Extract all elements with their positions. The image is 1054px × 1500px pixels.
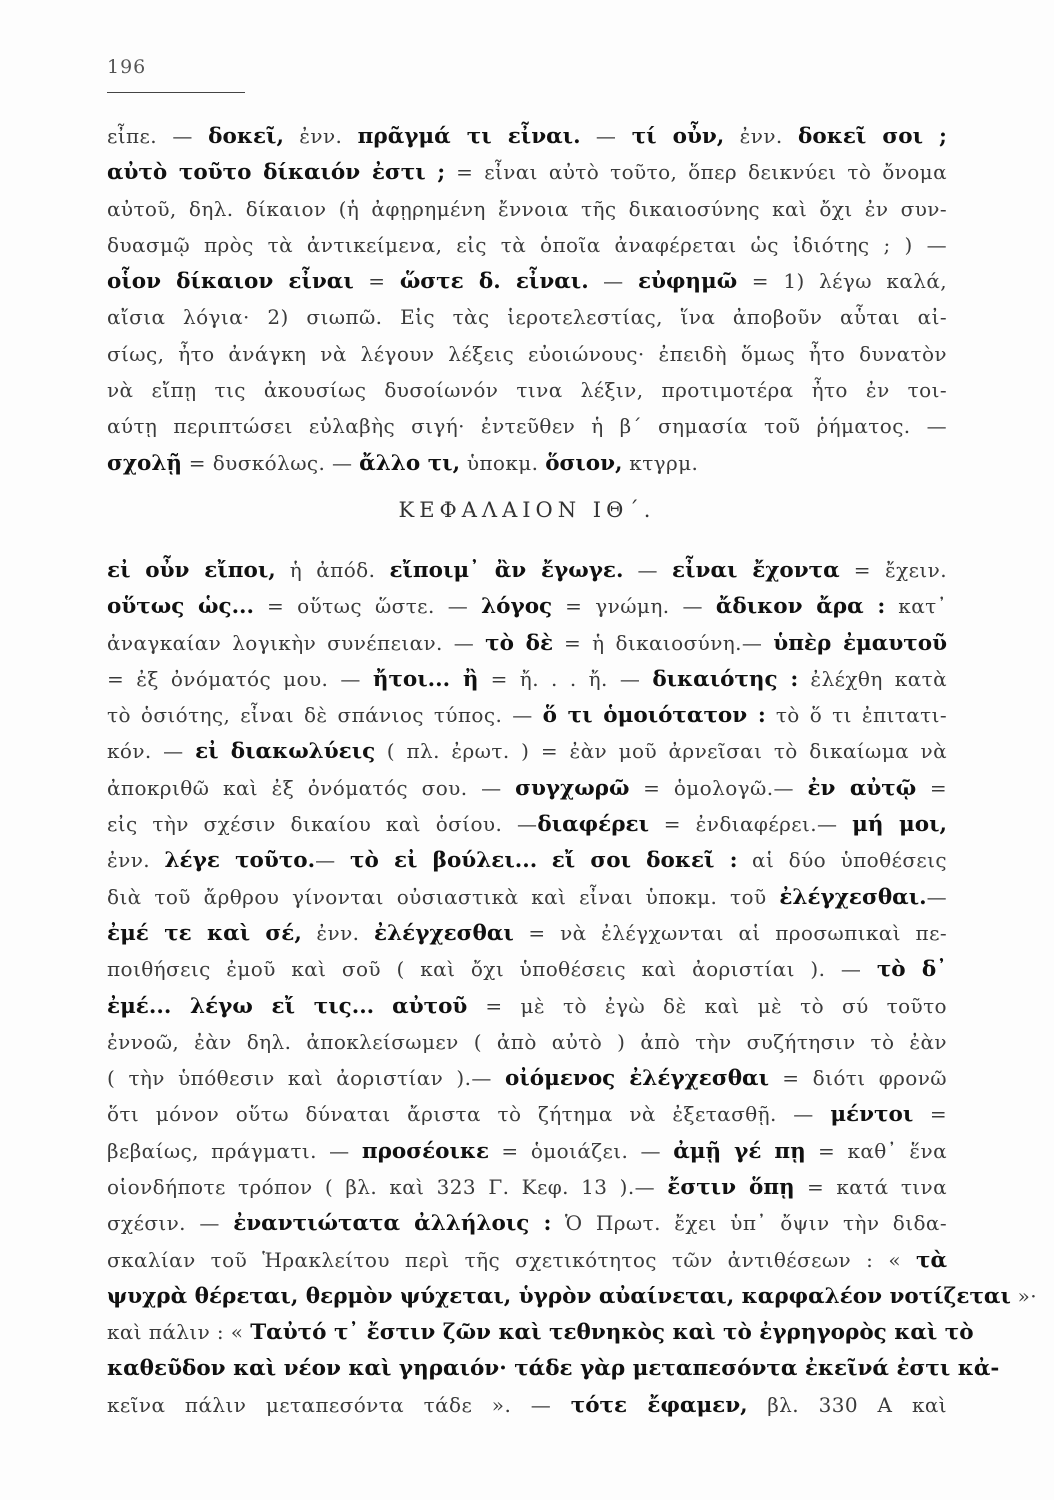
lemma-term: τὸ δ᾽	[876, 957, 947, 983]
gloss-text: σκαλίαν τοῦ Ἡρακλείτου περὶ τῆς σχετικότητος τῶν ἀντιθέσεων : «	[107, 1247, 916, 1272]
lemma-term: εἰ διακωλύεις	[195, 739, 376, 765]
page-number: 196	[107, 56, 147, 78]
gloss-text: ἐνν.	[724, 124, 799, 148]
text-line	[107, 842, 947, 878]
text-line	[107, 1205, 947, 1241]
lemma-term: μή μοι,	[852, 812, 947, 838]
lemma-term: συγχωρῶ	[515, 775, 630, 801]
text-line	[107, 1096, 947, 1132]
gloss-text: εἰς τὴν σχέσιν δικαίου καὶ ὁσίου. —	[107, 812, 538, 837]
text-line	[107, 445, 947, 481]
gloss-text: τὸ ὅ τι ἐπιτατι-	[765, 703, 947, 728]
gloss-text: = ἔχειν.	[839, 558, 947, 582]
lemma-term: μέντοι	[830, 1102, 914, 1128]
gloss-text: =	[353, 269, 400, 294]
text-line	[107, 1242, 947, 1278]
text-line	[107, 697, 947, 733]
text-line	[107, 879, 947, 915]
text-line	[107, 263, 947, 299]
gloss-text: ἐνν.	[107, 848, 165, 873]
gloss-text: = ἡ δικαιοσύνη.—	[553, 630, 774, 655]
lemma-term: ὥστε δ. εἶναι.	[399, 269, 589, 295]
lemma-term: οἷον δίκαιον εἶναι	[107, 269, 354, 295]
text-line	[107, 733, 947, 769]
gloss-text: = γνώμη. —	[552, 594, 716, 619]
lemma-term: ἐμέ... λέγω εἴ τις...	[107, 993, 375, 1019]
text-line	[107, 988, 947, 1024]
gloss-text: ( τὴν ὑπόθεσιν καὶ ἀοριστίαν ).—	[107, 1066, 506, 1091]
gloss-text: αἱ δύο ὑποθέσεις	[737, 848, 947, 873]
text-line	[107, 372, 947, 408]
gloss-text: ( πλ. ἐρωτ. ) = ἐὰν μοῦ ἀρνεῖσαι τὸ δικαίωμα νὰ	[375, 739, 947, 764]
gloss-text: εἶπε. —	[107, 124, 209, 148]
lemma-term: καθεῦδον καὶ νέον καὶ γηραιόν· τάδε γὰρ μεταπεσόντα ἐκεῖνά ἐστι κἀ-	[107, 1355, 1000, 1381]
gloss-text: —	[315, 848, 350, 873]
gloss-text: ὑποκμ.	[460, 450, 546, 475]
lemma-term: Ταὐτό τ᾽ ἔστιν ζῶν καὶ τεθνηκὸς καὶ τὸ ἐγρηγορὸς καὶ τὸ	[250, 1320, 974, 1346]
gloss-text: αύτῃ περιπτώσει εὐλαβὴς σιγή· ἐντεῦθεν ἡ β´ σημασία τοῦ ῥήματος. —	[107, 414, 947, 439]
text-line	[107, 915, 947, 951]
lemma-term: λέγε τοῦτο.	[164, 848, 316, 874]
text-line	[107, 1133, 947, 1169]
text-line	[107, 227, 947, 263]
gloss-text: =	[913, 1102, 948, 1127]
text-line	[107, 118, 947, 154]
lemma-term: τὸ εἰ βούλει...	[349, 848, 538, 874]
gloss-text: = μὲ τὸ ἐγὼ δὲ καὶ μὲ τὸ σύ τοῦτο	[467, 993, 947, 1018]
gloss-text: αὐτοῦ, δηλ. δίκαιον (ἡ ἀφῃρημένη ἔννοια τῆς δικαιοσύνης καὶ ὄχι ἐν συν-	[107, 196, 947, 221]
text-line	[107, 1060, 947, 1096]
gloss-text: = ὁμοιάζει. —	[489, 1138, 674, 1163]
gloss-text: βεβαίως, πράγματι. —	[107, 1138, 362, 1163]
gloss-text: ὅτι μόνον οὕτω δύναται ἄριστα τὸ ζήτημα νὰ ἐξετασθῇ. —	[107, 1102, 831, 1127]
gloss-text: νὰ εἴπῃ τις ἀκουσίως δυσοίωνόν τινα λέξιν, προτιμοτέρα ἦτο ἐν τοι-	[107, 378, 947, 403]
lemma-term: προσέοικε	[361, 1138, 490, 1164]
lemma-term: τὸ δὲ	[485, 630, 554, 656]
text-line	[107, 299, 947, 335]
lemma-term: οὕτως ὡς...	[107, 594, 255, 620]
lemma-term: ἐμέ τε καὶ σέ,	[107, 920, 302, 946]
text-line	[107, 1278, 1038, 1314]
text-line	[107, 661, 947, 697]
lemma-term: ἔστιν ὅπῃ	[667, 1175, 795, 1201]
gloss-text: ποιθήσεις ἐμοῦ καὶ σοῦ ( καὶ ὄχι ὑποθέσεις καὶ ἀοριστίαι ). —	[107, 957, 877, 982]
gloss-text: καὶ πάλιν : «	[107, 1320, 251, 1345]
gloss-text	[537, 848, 551, 872]
gloss-text: ἀναγκαίαν λογικὴν συνέπειαν. —	[107, 630, 486, 655]
gloss-text: ἐνν.	[301, 920, 375, 945]
gloss-text: κτγρμ.	[622, 450, 699, 475]
gloss-text: διὰ τοῦ ἄρθρου γίνονται οὐσιαστικὰ καὶ εἶναι ὑποκμ. τοῦ	[107, 884, 780, 909]
gloss-text: δυασμῷ πρὸς τὰ ἀντικείμενα, εἰς τὰ ὁποῖα ἀναφέρεται ὡς ἰδιότης ; ) —	[107, 232, 947, 257]
lemma-term: αὐτὸ τοῦτο δίκαιόν ἐστι ;	[107, 160, 446, 186]
lemma-term: πρᾶγμά τι εἶναι.	[357, 124, 581, 149]
gloss-text: κεῖνα πάλιν μεταπεσόντα τάδε	[107, 1392, 473, 1417]
gloss-text: —	[580, 124, 632, 148]
gloss-text	[374, 994, 392, 1018]
commentary-block-chapter-end	[107, 118, 947, 481]
gloss-text: »·	[1010, 1283, 1038, 1308]
text-line	[107, 552, 947, 588]
lemma-term: ἀμῇ γέ πῃ	[673, 1138, 806, 1164]
gloss-text: = ἤ. . . ἤ. —	[478, 666, 653, 691]
gloss-text: = ὁμολογῶ.—	[629, 775, 808, 800]
text-line	[107, 408, 947, 444]
chapter-heading: ΚΕΦΑΛΑΙΟΝ ΙΘ´.	[398, 498, 656, 522]
lemma-term: ὑπὲρ ἐμαυτοῦ	[773, 630, 947, 656]
lemma-term: ἤτοι... ἢ	[372, 666, 479, 692]
gloss-text: κόν. —	[107, 739, 196, 764]
gloss-text: = εἶναι αὐτὸ τοῦτο, ὅπερ δεικνύει τὸ ὄνομα	[445, 160, 947, 185]
gloss-text: ἀποκριθῶ καὶ ἐξ ὀνόματός σου. —	[107, 775, 516, 800]
text-line	[107, 588, 947, 624]
gloss-text: ». —	[472, 1392, 571, 1417]
lemma-term: ἐναντιώτατα ἀλλήλοις :	[233, 1211, 552, 1237]
gloss-text: =	[916, 775, 947, 800]
gloss-text: = ἐξ ὀνόματός μου. —	[107, 666, 373, 691]
gloss-text: τὸ ὁσιότης, εἶναι δὲ σπάνιος τύπος. —	[107, 703, 543, 728]
gloss-text: σχέσιν. —	[107, 1211, 234, 1236]
lemma-term: τί οὖν,	[631, 124, 725, 149]
text-line	[107, 1351, 1000, 1387]
text-line	[107, 154, 947, 190]
gloss-text: αἴσια λόγια· 2) σιωπῶ. Εἰς τὰς ἱεροτελεστίας, ἵνα ἀποβοῦν αὗται αἰ-	[107, 305, 947, 330]
lemma-term: αὐτοῦ	[392, 993, 468, 1019]
lemma-term: ψυχρὰ θέρεται, θερμὸν ψύχεται, ὑγρὸν αὐαίνεται, καρφαλέον νοτίζεται	[107, 1283, 1011, 1309]
text-line	[107, 806, 947, 842]
commentary-block-chapter-19	[107, 552, 1038, 1423]
lemma-term: δικαιότης :	[652, 666, 799, 692]
lemma-term: τότε ἔφαμεν,	[570, 1392, 748, 1418]
gloss-text: = ἐνδιαφέρει.—	[648, 812, 853, 837]
text-line	[107, 191, 947, 227]
lemma-term: ἄδικον ἄρα :	[715, 594, 886, 620]
gloss-text: = δυσκόλως. —	[182, 450, 360, 475]
lemma-term: εἴποιμ᾽ ἂν ἔγωγε.	[389, 558, 624, 583]
text-line	[107, 1169, 947, 1205]
text-line	[107, 951, 947, 987]
lemma-term: δοκεῖ,	[208, 124, 284, 149]
text-line	[107, 770, 947, 806]
gloss-text: = νὰ ἐλέγχωνται αἱ προσωπικαὶ πε-	[513, 920, 947, 945]
header-rule	[107, 92, 245, 93]
gloss-text: = 1) λέγω καλά,	[737, 269, 947, 294]
gloss-text: = καθ᾽ ἕνα	[805, 1138, 947, 1163]
lemma-term: εἴ σοι δοκεῖ :	[551, 848, 738, 874]
lemma-term: σχολῇ	[107, 450, 183, 476]
gloss-text: —	[926, 884, 947, 909]
text-line	[107, 1314, 974, 1350]
gloss-text: = διότι φρονῶ	[769, 1066, 947, 1091]
gloss-text: βλ. 330 Α καὶ	[747, 1392, 947, 1417]
gloss-text: —	[588, 269, 638, 294]
gloss-text: —	[623, 558, 673, 582]
gloss-text: οἱονδήποτε τρόπον ( βλ. καὶ 323 Γ. Κεφ. 13 ).—	[107, 1175, 668, 1200]
lemma-term: εὐφημῶ	[637, 269, 738, 295]
gloss-text: ἐλέχθη κατὰ	[798, 666, 947, 691]
lemma-term: ἐλέγχεσθαι	[374, 920, 514, 946]
gloss-text: ἡ ἀπόδ.	[275, 558, 390, 582]
gloss-text: ἐννοῶ, ἐὰν δηλ. ἀποκλείσωμεν ( ἀπὸ αὐτὸ ) ἀπὸ τὴν συζήτησιν τὸ ἐὰν	[107, 1029, 947, 1054]
gloss-text: σίως, ἦτο ἀνάγκη νὰ λέγουν λέξεις εὐοιώνους· ἐπειδὴ ὅμως ἦτο δυνατὸν	[107, 341, 947, 366]
text-line	[107, 336, 947, 372]
text-line	[107, 1024, 947, 1060]
gloss-text: ἐνν.	[283, 124, 358, 148]
lemma-term: δοκεῖ σοι ;	[798, 124, 947, 149]
lemma-term: διαφέρει	[537, 812, 649, 838]
text-line	[107, 625, 947, 661]
lemma-term: λόγος	[481, 594, 553, 620]
lemma-term: εἰ οὖν εἴποι,	[107, 558, 276, 583]
lemma-term: ὅσιον,	[545, 450, 623, 476]
lemma-term: εἶναι ἔχοντα	[672, 558, 840, 583]
lemma-term: ἄλλο τι,	[359, 450, 461, 476]
gloss-text: = οὕτως ὥστε. —	[254, 594, 482, 619]
lemma-term: οἰόμενος ἐλέγχεσθαι	[505, 1066, 769, 1092]
lemma-term: ἐλέγχεσθαι.	[779, 884, 927, 910]
lemma-term: τὰ	[915, 1247, 947, 1273]
gloss-text: κατ᾽	[885, 594, 947, 619]
gloss-text: = κατά τινα	[794, 1175, 947, 1200]
gloss-text: Ὁ Πρωτ. ἔχει ὑπ᾽ ὄψιν τὴν διδα-	[551, 1211, 947, 1236]
text-line	[107, 1387, 947, 1423]
lemma-term: ὅ τι ὁμοιότατον :	[542, 703, 766, 729]
lemma-term: ἐν αὐτῷ	[807, 775, 917, 801]
